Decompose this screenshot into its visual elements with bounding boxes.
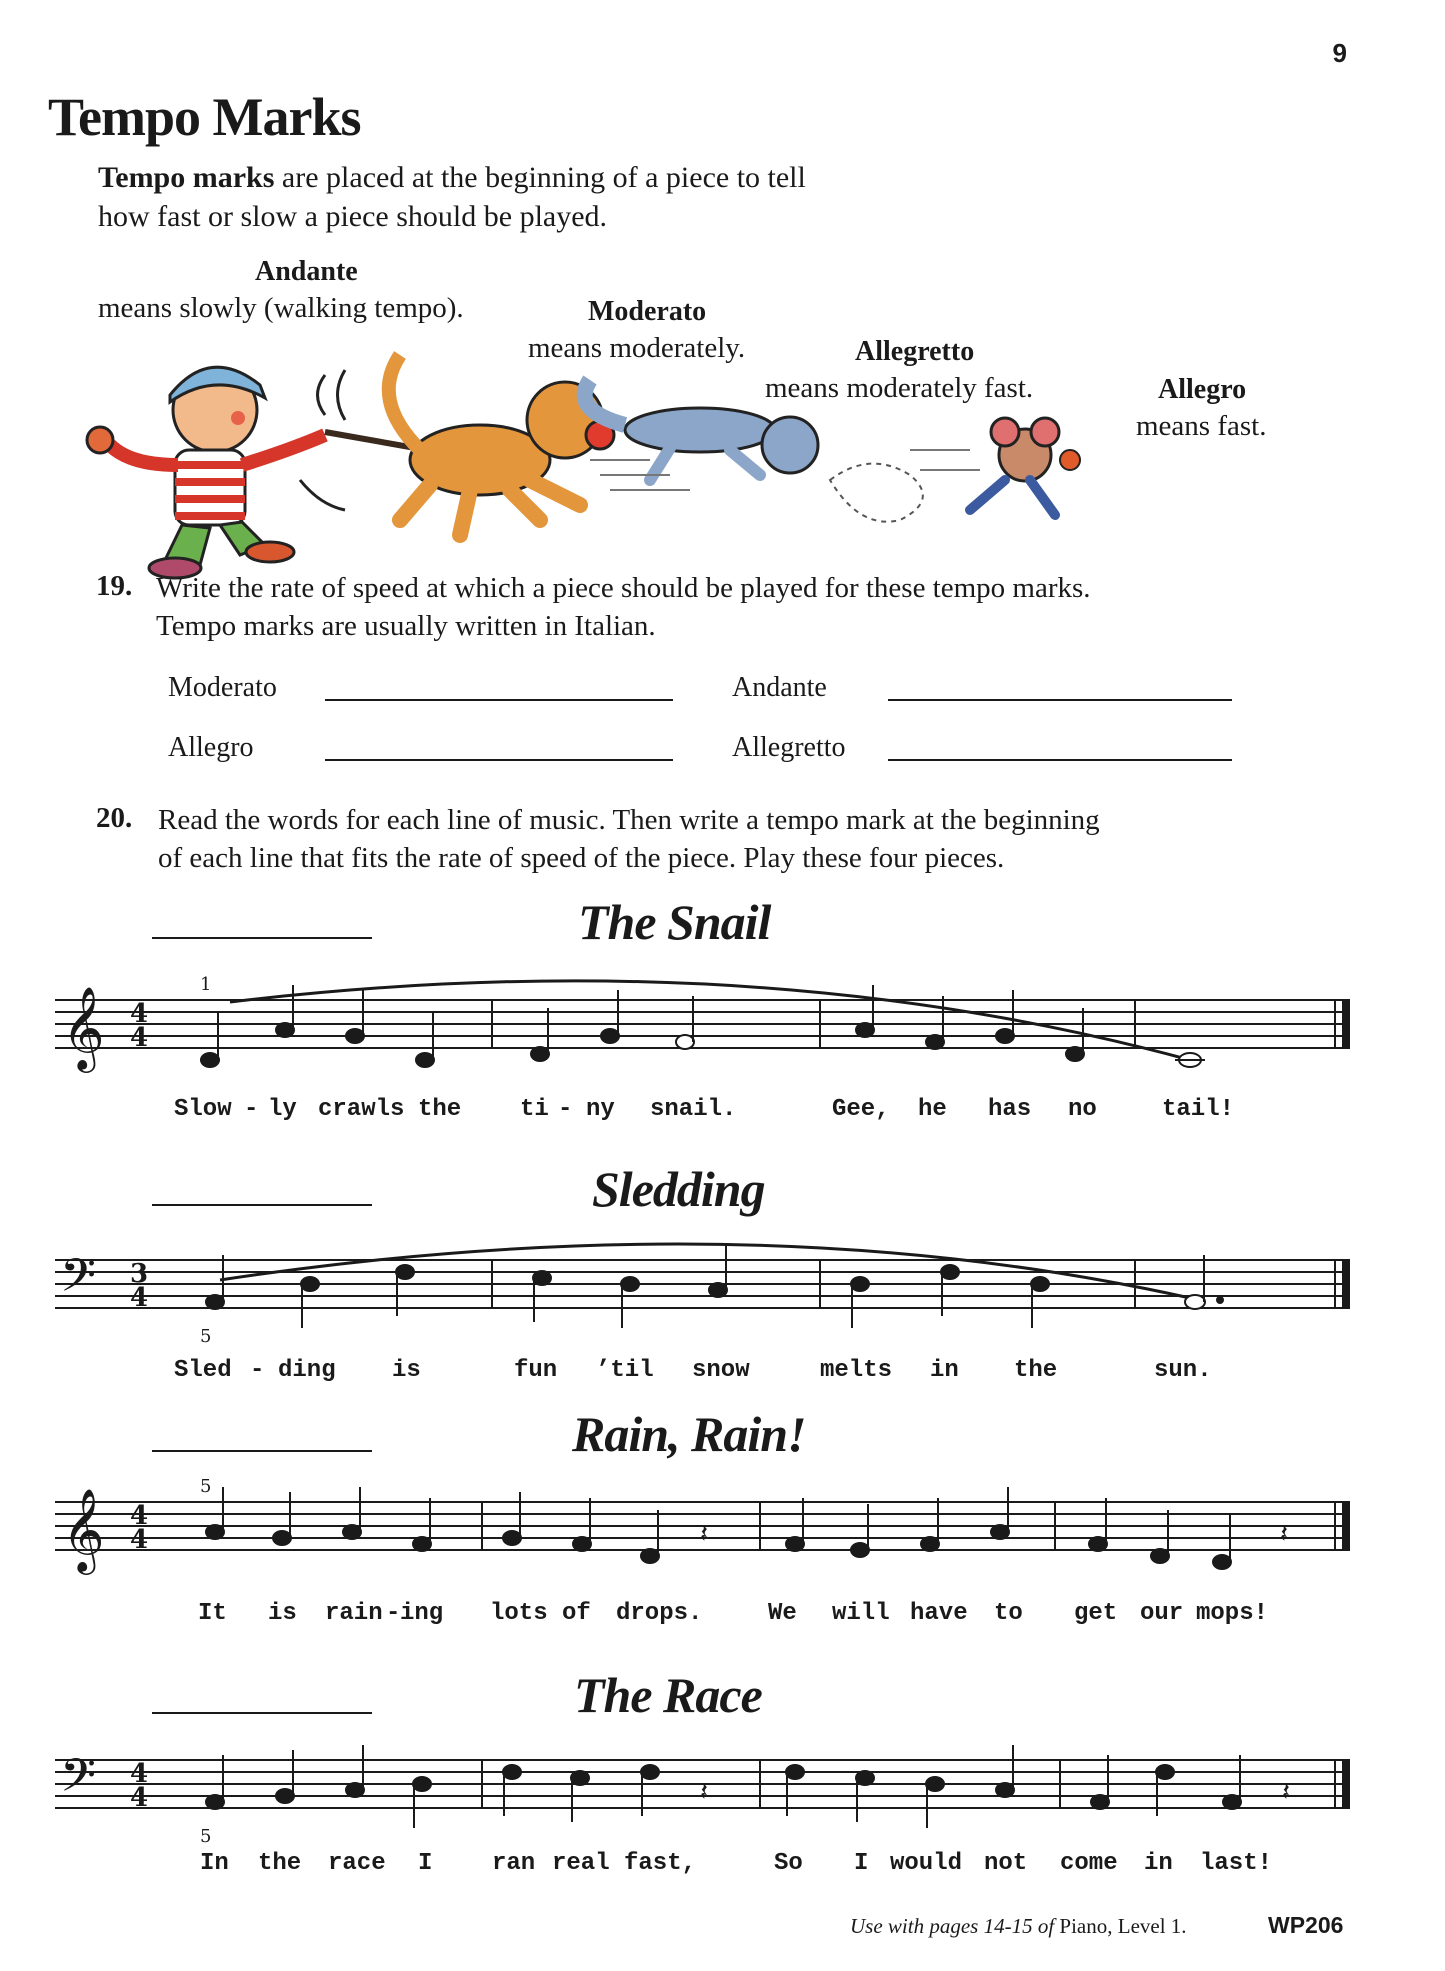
- mouse-illustration: [830, 418, 1080, 522]
- tempo-blank-line-race[interactable]: [152, 1712, 372, 1714]
- lyrics-snail: Slow - ly crawls the ti - ny snail. Gee, he has no tail!: [174, 1096, 1235, 1123]
- tempo-term-allegretto: Allegretto: [855, 336, 975, 367]
- question-19-line-1: Write the rate of speed at which a piece should be played for these tempo marks.: [156, 572, 1091, 604]
- intro-line-1: are placed at the beginning of a piece to tell: [274, 161, 806, 194]
- finger-number: 5: [200, 1326, 212, 1347]
- treble-clef-icon: 𝄞: [62, 985, 105, 1069]
- svg-text:𝄽: 𝄽: [700, 1519, 708, 1549]
- piece-title-sledding: Sledding: [592, 1161, 765, 1217]
- intro-bold-term: Tempo marks: [98, 161, 275, 194]
- cat-illustration: [585, 380, 818, 490]
- time-sig-top: 4: [130, 999, 149, 1029]
- tempo-meaning-moderato: means moderately.: [528, 332, 746, 364]
- notes: [200, 985, 1205, 1067]
- time-sig-top: 3: [130, 1259, 149, 1289]
- question-20-line-1: Read the words for each line of music. Then write a tempo mark at the beginning: [158, 804, 1100, 836]
- tempo-term-andante: Andante: [255, 256, 358, 287]
- answer-label-andante: Andante: [732, 672, 827, 703]
- time-sig-top: 4: [130, 1759, 149, 1789]
- page-number: 9: [1332, 38, 1347, 68]
- staff-sledding: [50, 1220, 1360, 1360]
- dog-illustration: [300, 355, 614, 535]
- answer-label-allegretto: Allegretto: [732, 732, 846, 763]
- piece-title-race: The Race: [574, 1667, 762, 1723]
- question-19-text: [156, 569, 1091, 645]
- bass-clef-icon: 𝄢: [60, 1749, 97, 1814]
- piece-title-rain: Rain, Rain!: [572, 1406, 806, 1462]
- answer-line-allegro[interactable]: [325, 759, 673, 761]
- time-sig-bottom: 4: [130, 1283, 149, 1313]
- tempo-blank-line-rain[interactable]: [152, 1450, 372, 1452]
- question-19-line-2: Tempo marks are usually written in Italian.: [156, 610, 656, 642]
- question-20-text: [158, 801, 1100, 877]
- bass-clef-icon: 𝄢: [60, 1249, 97, 1314]
- piece-title-snail: The Snail: [578, 894, 771, 950]
- tempo-meaning-allegro: means fast.: [1136, 410, 1267, 442]
- time-sig-top: 4: [130, 1501, 149, 1531]
- finger-number: 5: [200, 1476, 212, 1497]
- treble-clef-icon: 𝄞: [62, 1487, 105, 1571]
- question-19-number: 19.: [96, 570, 133, 602]
- tempo-blank-line-sledding[interactable]: [152, 1204, 372, 1206]
- answer-label-moderato: Moderato: [168, 672, 277, 703]
- staff-rain: [50, 1462, 1360, 1602]
- finger-number: 1: [200, 974, 212, 995]
- footer-text-b: Piano, Level 1.: [1059, 1914, 1187, 1938]
- svg-text:𝄽: 𝄽: [1282, 1777, 1290, 1807]
- tempo-illustration: [70, 340, 1360, 580]
- finger-number: 5: [200, 1826, 212, 1847]
- answer-line-andante[interactable]: [888, 699, 1232, 701]
- notes: [206, 1745, 1241, 1828]
- footer-text-a: Use with pages 14-15 of: [850, 1914, 1060, 1938]
- tempo-meaning-andante: means slowly (walking tempo).: [98, 292, 464, 324]
- footer-note: [850, 1914, 1187, 1939]
- intro-paragraph: [98, 158, 1058, 236]
- lyrics-rain: It is rain - ing lots of drops. We will have to get our mops!: [198, 1600, 1269, 1627]
- boy-illustration: [87, 367, 325, 578]
- time-sig-bottom: 4: [130, 1525, 149, 1555]
- answer-line-allegretto[interactable]: [888, 759, 1232, 761]
- page-title: Tempo Marks: [48, 87, 361, 147]
- rests: [700, 1777, 1290, 1807]
- tempo-meaning-allegretto: means moderately fast.: [765, 372, 1034, 404]
- answer-line-moderato[interactable]: [325, 699, 673, 701]
- time-sig-bottom: 4: [130, 1783, 149, 1813]
- staff-race: [50, 1720, 1360, 1860]
- question-20-number: 20.: [96, 802, 133, 834]
- footer-code: WP206: [1268, 1912, 1344, 1938]
- question-20-line-2: of each line that fits the rate of speed of the piece. Play these four pieces.: [158, 842, 1005, 874]
- lyrics-race: In the race I ran real fast, So I would not come in last!: [200, 1850, 1273, 1877]
- svg-text:𝄽: 𝄽: [1280, 1519, 1288, 1549]
- answer-label-allegro: Allegro: [168, 732, 254, 763]
- staff-snail: [50, 960, 1360, 1090]
- svg-text:𝄽: 𝄽: [700, 1777, 708, 1807]
- tempo-term-moderato: Moderato: [588, 296, 707, 327]
- notes: [206, 1487, 1231, 1569]
- tempo-blank-line-snail[interactable]: [152, 937, 372, 939]
- notes: [206, 1245, 1223, 1328]
- tempo-term-allegro: Allegro: [1158, 374, 1247, 405]
- intro-line-2: how fast or slow a piece should be played.: [98, 200, 608, 233]
- lyrics-sledding: Sled - ding is fun ’til snow melts in the sun.: [174, 1357, 1212, 1384]
- time-sig-bottom: 4: [130, 1023, 149, 1053]
